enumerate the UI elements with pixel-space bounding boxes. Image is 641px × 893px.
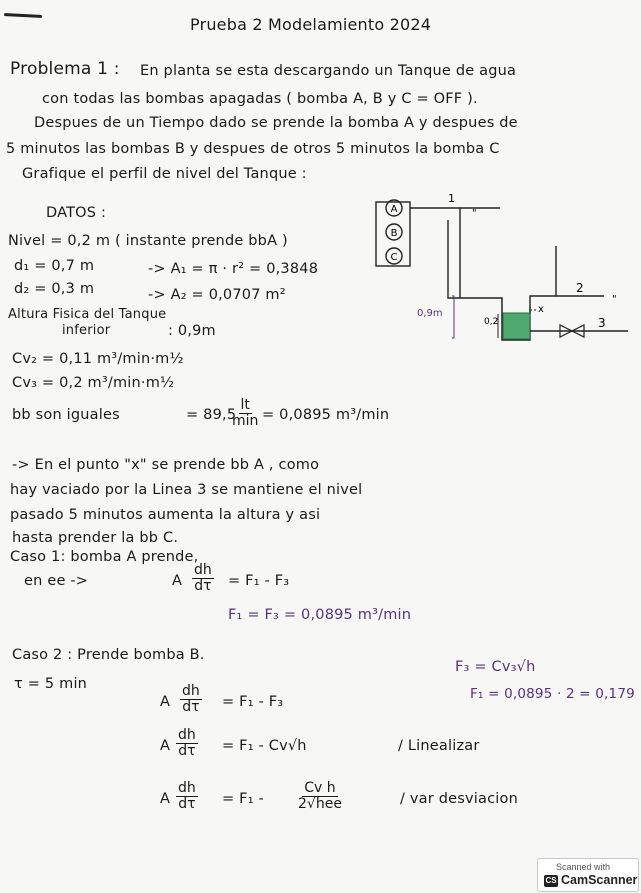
datos-bb-val: = 0,0895 m³/min <box>262 407 390 423</box>
caso2-eq1: = F₁ - F₃ <box>222 694 284 710</box>
datos-bb-eq: = 89,5 <box>186 407 237 423</box>
note-line-2: hay vaciado por la Linea 3 se mantiene el nivel <box>10 482 363 498</box>
camscanner-logo-icon: CS <box>545 876 557 885</box>
line-1-label: 1 <box>448 192 455 205</box>
caso1-lhs: A <box>172 573 183 589</box>
note-line-1: -> En el punto "x" se prende bb A , como <box>12 457 320 473</box>
caso2-side2: F₁ = 0,0895 · 2 = 0,179 <box>470 686 635 702</box>
caso2-num-2: dh <box>178 727 196 743</box>
caso2-lhs-3: A <box>160 791 171 807</box>
caso2-side1: F₃ = Cv₃√h <box>455 659 536 675</box>
caso2-tau: τ = 5 min <box>14 676 88 692</box>
datos-heading: DATOS : <box>46 205 107 221</box>
datos-bb-den: min <box>232 413 259 429</box>
page-title: Prueba 2 Modelamiento 2024 <box>190 15 432 34</box>
caso2-num-3: dh <box>178 780 196 796</box>
caso2-lhs-2: A <box>160 738 171 754</box>
note-line-4: hasta prender la bb C. <box>12 530 179 546</box>
caso2-eq2: = F₁ - Cv√h <box>222 738 307 754</box>
line-2-mark: " <box>612 294 617 305</box>
datos-cv2: Cv₂ = 0,11 m³/min·m½ <box>12 351 184 367</box>
datos-bb-label: bb son iguales <box>12 407 120 423</box>
caso2-num-1: dh <box>182 683 200 699</box>
badge-brand-text: CamScanner <box>561 873 638 887</box>
datos-d2: d₂ = 0,3 m <box>14 281 95 297</box>
datos-altura-2: inferior <box>62 323 111 338</box>
caso2-eq3: = F₁ - <box>222 791 264 807</box>
problem-label: Problema 1 : <box>10 59 120 79</box>
tank-diagram <box>360 190 635 355</box>
caso2-den-2: dτ <box>178 743 196 759</box>
problem-line-2: con todas las bombas apagadas ( bomba A, B y C = OFF ). <box>42 91 478 107</box>
caso1-label: Caso 1: bomba A prende, <box>10 549 199 565</box>
line-3-label: 3 <box>598 316 606 330</box>
caso2-note3: / var desviacion <box>400 791 518 807</box>
caso2-lhs-1: A <box>160 694 171 710</box>
line-2-pipe <box>530 246 556 306</box>
caso2-fraction-3 <box>176 781 198 812</box>
caso2-note2: / Linealizar <box>398 738 480 754</box>
note-line-3: pasado 5 minutos aumenta la altura y asi <box>10 507 321 523</box>
problem-line-1: En planta se esta descargando un Tanque de agua <box>140 63 517 79</box>
datos-bb-fraction <box>230 398 260 429</box>
caso2-fraction-4 <box>296 781 344 812</box>
caso1-num: dh <box>194 562 212 578</box>
camscanner-badge <box>537 858 639 892</box>
datos-a2: -> A₂ = 0,0707 m² <box>148 287 286 303</box>
height-label: 0,9m <box>417 308 443 319</box>
caso2-label: Caso 2 : Prende bomba B. <box>12 647 205 663</box>
caso1-den: dτ <box>194 578 212 594</box>
caso2-fraction-2 <box>176 728 198 759</box>
caso2-den-1: dτ <box>182 699 200 715</box>
caso1-fraction <box>192 563 214 594</box>
pump-b-label: B <box>390 228 398 239</box>
corner-mark <box>4 13 42 18</box>
datos-nivel: Nivel = 0,2 m ( instante prende bbA ) <box>8 233 288 249</box>
caso2-fraction-1 <box>180 684 202 715</box>
pump-c-label: C <box>390 252 398 263</box>
datos-a1: -> A₁ = π · r² = 0,3848 <box>148 261 319 277</box>
caso1-sub: en ee -> <box>24 573 89 589</box>
line-1-mark: " <box>472 208 477 219</box>
point-x-label: x <box>538 304 544 315</box>
line-2-label: 2 <box>576 281 584 295</box>
caso2-eq3-num: Cv h <box>304 780 336 796</box>
caso1-result: F₁ = F₃ = 0,0895 m³/min <box>228 607 412 623</box>
datos-altura-val: : 0,9m <box>168 323 216 339</box>
badge-small-text: Scanned with <box>556 862 611 872</box>
tank-water <box>503 313 530 339</box>
datos-cv3: Cv₃ = 0,2 m³/min·m½ <box>12 375 175 391</box>
datos-bb-num: lt <box>240 397 250 413</box>
datos-d1: d₁ = 0,7 m <box>14 258 95 274</box>
caso2-den-3: dτ <box>178 796 196 812</box>
level-label: 0,2 <box>484 317 499 327</box>
line-1-pipe <box>410 208 460 298</box>
height-bracket <box>452 296 454 338</box>
caso1-rhs: = F₁ - F₃ <box>228 573 290 589</box>
inlet-pipe <box>448 220 480 298</box>
problem-line-5: Grafique el perfil de nivel del Tanque : <box>22 166 307 182</box>
pump-a-label: A <box>390 204 398 215</box>
problem-line-3: Despues de un Tiempo dado se prende la bomba A y despues de <box>34 115 518 131</box>
problem-line-4: 5 minutos las bombas B y despues de otros 5 minutos la bomba C <box>6 141 500 157</box>
datos-altura-1: Altura Fisica del Tanque <box>8 307 167 322</box>
caso2-eq3-den: 2√hee <box>298 796 342 812</box>
